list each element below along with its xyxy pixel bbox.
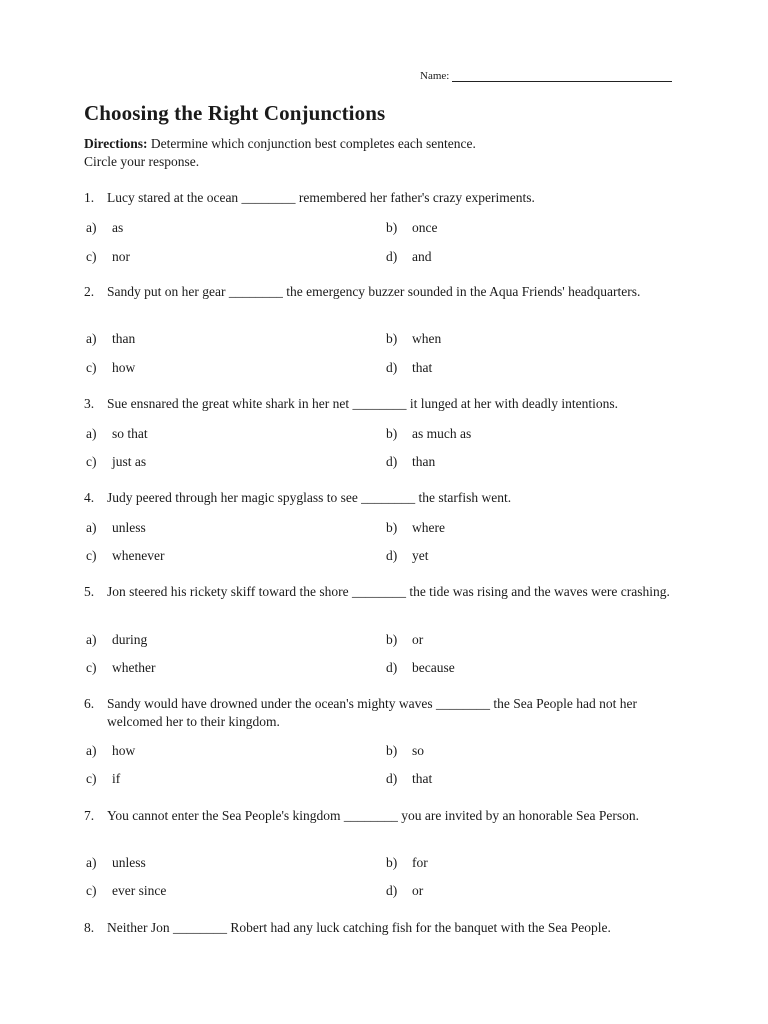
option-2b[interactable] — [386, 331, 441, 347]
option-text: when — [412, 331, 442, 346]
option-letter: c) — [86, 883, 97, 898]
name-label: Name: — [420, 70, 450, 82]
option-letter: d) — [386, 548, 398, 563]
question-number: 8. — [84, 920, 95, 935]
option-7a[interactable] — [86, 855, 146, 871]
option-letter: d) — [386, 771, 398, 786]
option-1c[interactable] — [86, 249, 130, 265]
option-5a[interactable] — [86, 632, 147, 648]
option-text: once — [412, 220, 438, 235]
option-letter: c) — [86, 660, 97, 675]
option-letter: b) — [386, 743, 398, 758]
option-letter: c) — [86, 249, 97, 264]
option-letter: b) — [386, 855, 398, 870]
option-letter: a) — [86, 855, 97, 870]
question-4 — [84, 489, 684, 507]
option-6a[interactable] — [86, 743, 135, 759]
question-number: 1. — [84, 190, 95, 205]
option-2c[interactable] — [86, 360, 135, 376]
option-text: as — [112, 220, 124, 235]
question-text: Jon steered his rickety skiff toward the shore ________ the tide was rising and the waves were crashing. — [107, 584, 670, 599]
option-letter: b) — [386, 520, 398, 535]
question-text: Sandy would have drowned under the ocean's mighty waves ________ the Sea People had not her welcomed her to their kingdom. — [107, 696, 637, 729]
option-3d[interactable] — [386, 454, 435, 470]
option-text: that — [412, 771, 433, 786]
directions-text: Determine which conjunction best completes each sentence. — [150, 136, 476, 151]
question-number: 7. — [84, 808, 95, 823]
question-6 — [84, 695, 684, 731]
option-1b[interactable] — [386, 220, 437, 236]
option-text: nor — [112, 249, 130, 264]
option-1d[interactable] — [386, 249, 432, 265]
question-8 — [84, 919, 684, 937]
option-7d[interactable] — [386, 883, 423, 899]
option-6c[interactable] — [86, 771, 120, 787]
option-4c[interactable] — [86, 548, 164, 564]
option-letter: c) — [86, 548, 97, 563]
option-letter: a) — [86, 632, 97, 647]
option-text: during — [112, 632, 148, 647]
question-text: You cannot enter the Sea People's kingdom ________ you are invited by an honorable Sea Person. — [107, 808, 639, 823]
question-5 — [84, 583, 684, 601]
option-text: yet — [412, 548, 429, 563]
option-letter: b) — [386, 331, 398, 346]
question-text: Judy peered through her magic spyglass to see ________ the starfish went. — [107, 490, 512, 505]
option-4d[interactable] — [386, 548, 429, 564]
question-text: Lucy stared at the ocean ________ remembered her father's crazy experiments. — [107, 190, 535, 205]
option-1a[interactable] — [86, 220, 123, 236]
option-letter: a) — [86, 520, 97, 535]
option-4b[interactable] — [386, 520, 445, 536]
question-text: Sandy put on her gear ________ the emergency buzzer sounded in the Aqua Friends' headquarters. — [107, 284, 641, 299]
option-text: and — [412, 249, 432, 264]
option-text: as much as — [412, 426, 472, 441]
option-letter: b) — [386, 632, 398, 647]
option-text: so — [412, 743, 425, 758]
option-text: that — [412, 360, 433, 375]
question-text: Neither Jon ________ Robert had any luck catching fish for the banquet with the Sea People. — [107, 920, 611, 935]
option-text: just as — [112, 454, 147, 469]
option-letter: d) — [386, 883, 398, 898]
question-2 — [84, 283, 684, 301]
option-7c[interactable] — [86, 883, 166, 899]
option-3b[interactable] — [386, 426, 471, 442]
option-letter: d) — [386, 249, 398, 264]
question-1 — [84, 189, 684, 207]
option-7b[interactable] — [386, 855, 428, 871]
directions-label: Directions: — [84, 136, 148, 151]
option-text: or — [412, 883, 424, 898]
option-5c[interactable] — [86, 660, 155, 676]
question-number: 6. — [84, 696, 95, 711]
option-letter: d) — [386, 360, 398, 375]
option-2a[interactable] — [86, 331, 135, 347]
question-number: 4. — [84, 490, 95, 505]
option-5d[interactable] — [386, 660, 455, 676]
option-text: how — [112, 360, 136, 375]
option-text: if — [112, 771, 121, 786]
option-letter: d) — [386, 454, 398, 469]
question-number: 5. — [84, 584, 95, 599]
option-text: than — [112, 331, 136, 346]
option-text: for — [412, 855, 428, 870]
option-text: because — [412, 660, 455, 675]
question-7 — [84, 807, 684, 825]
option-text: how — [112, 743, 136, 758]
option-letter: b) — [386, 426, 398, 441]
option-letter: a) — [86, 426, 97, 441]
option-4a[interactable] — [86, 520, 146, 536]
directions — [84, 135, 476, 171]
option-text: or — [412, 632, 424, 647]
option-letter: a) — [86, 220, 97, 235]
option-letter: b) — [386, 220, 398, 235]
option-letter: c) — [86, 454, 97, 469]
option-3a[interactable] — [86, 426, 148, 442]
option-letter: c) — [86, 771, 97, 786]
question-number: 3. — [84, 396, 95, 411]
option-3c[interactable] — [86, 454, 146, 470]
option-text: where — [412, 520, 445, 535]
option-text: whenever — [112, 548, 165, 563]
worksheet-title: Choosing the Right Conjunctions — [84, 101, 386, 125]
option-letter: a) — [86, 743, 97, 758]
question-number: 2. — [84, 284, 95, 299]
option-text: ever since — [112, 883, 167, 898]
directions-line2: Circle your response. — [84, 154, 200, 169]
question-text: Sue ensnared the great white shark in her net ________ it lunged at her with deadly intentions. — [107, 396, 618, 411]
option-6b[interactable] — [386, 743, 424, 759]
option-text: unless — [112, 855, 146, 870]
option-text: than — [412, 454, 436, 469]
name-field[interactable] — [420, 69, 672, 82]
name-blank-line[interactable] — [452, 69, 672, 82]
option-2d[interactable] — [386, 360, 432, 376]
option-text: so that — [112, 426, 148, 441]
option-5b[interactable] — [386, 632, 423, 648]
question-3 — [84, 395, 684, 413]
option-text: unless — [112, 520, 146, 535]
option-text: whether — [112, 660, 156, 675]
option-letter: d) — [386, 660, 398, 675]
option-letter: a) — [86, 331, 97, 346]
option-letter: c) — [86, 360, 97, 375]
option-6d[interactable] — [386, 771, 432, 787]
